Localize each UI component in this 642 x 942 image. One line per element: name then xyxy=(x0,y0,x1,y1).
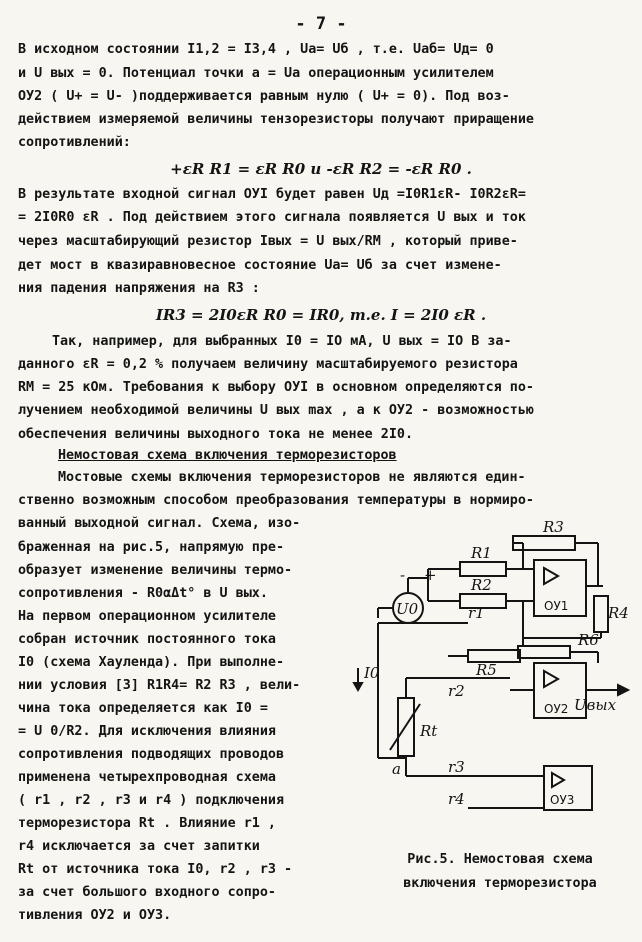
text-line: Rt от источника тока I0, r2 , r3 - xyxy=(18,862,293,877)
label-opamp3: ОУ3 xyxy=(550,793,575,807)
text-line: = 2I0R0 εR . Под действием этого сигнала появляется U вых и ток xyxy=(18,210,526,225)
text-line: чина тока определяется как I0 = xyxy=(18,701,268,716)
text-line: ния падения напряжения на R3 : xyxy=(18,281,260,296)
text-line: Так, например, для выбранных I0 = IO мА, U вых = IO В за- xyxy=(52,334,512,349)
text-line: сопротивления подводящих проводов xyxy=(18,747,285,762)
label-source: U0 xyxy=(396,600,419,618)
label-r2: R2 xyxy=(471,576,492,594)
label-r6: R6 xyxy=(578,631,599,649)
text-line: На первом операционном усилителе xyxy=(18,609,276,624)
figure-caption-line2: включения терморезистора xyxy=(403,876,597,891)
label-opamp2: ОУ2 xyxy=(544,702,569,716)
label-r3: R3 xyxy=(543,518,564,536)
label-wire-r2: r2 xyxy=(448,682,465,700)
label-uout: Uвых xyxy=(574,696,617,714)
text-line: ( r1 , r2 , r3 и r4 ) подключения xyxy=(18,793,285,808)
text-line: Мостовые схемы включения терморезисторов не являются един- xyxy=(58,470,526,485)
text-line: тивления ОУ2 и ОУЗ. xyxy=(18,908,172,923)
text-line: дет мост в квазиравновесное состояние Ua= Uб за счет измене- xyxy=(18,258,502,273)
equation: +εR R1 = εR R0 и -εR R2 = -εR R0 . xyxy=(170,160,472,178)
label-r4: R4 xyxy=(608,604,629,622)
label-r1: R1 xyxy=(471,544,492,562)
text-line: и U вых = 0. Потенциал точки a = Ua операционным усилителем xyxy=(18,66,494,81)
label-node-a: a xyxy=(392,760,401,778)
text-line: терморезистора Rt . Влияние r1 , xyxy=(18,816,276,831)
text-line: лучением необходимой величины U вых max , а к ОУ2 - возможностью xyxy=(18,403,534,418)
text-line: за счет большого входного сопро- xyxy=(18,885,276,900)
resistor-r4 xyxy=(594,596,608,632)
page-number: - 7 - xyxy=(295,14,347,34)
circuit-svg xyxy=(348,518,630,818)
section-heading: Немостовая схема включения терморезисторов xyxy=(58,448,397,463)
equation: IR3 = 2I0εR R0 = IR0, т.е. I = 2I0 εR . xyxy=(155,306,487,324)
text-line: сопротивлений: xyxy=(18,135,131,150)
label-wire-r3: r3 xyxy=(448,758,465,776)
text-line: I0 (схема Хауленда). При выполне- xyxy=(18,655,285,670)
circuit-diagram xyxy=(348,518,630,818)
label-wire-r1: r1 xyxy=(468,604,485,622)
text-line: через масштабирующий резистор Iвых = U вых/RM , который приве- xyxy=(18,234,518,249)
text-line: нии условия [3] R1R4= R2 R3 , вели- xyxy=(18,678,301,693)
text-line: В исходном состоянии I1,2 = I3,4 , Ua= Uб , т.е. Uaб= Uд= 0 xyxy=(18,42,494,57)
text-line: обеспечения величины выходного тока не менее 2I0. xyxy=(18,427,414,442)
text-line: браженная на рис.5, напрямую пре- xyxy=(18,540,285,555)
text-line: В результате входной сигнал ОУI будет равен Uд =I0R1εR- I0R2εR= xyxy=(18,187,526,202)
text-line: данного εR = 0,2 % получаем величину масштабируемого резистора xyxy=(18,357,518,372)
label-current: I0 xyxy=(364,664,380,682)
text-line: сопротивления - R0αΔt° в U вых. xyxy=(18,586,268,601)
text-line: RM = 25 кОм. Требования к выбору ОУI в основном определяются по- xyxy=(18,380,534,395)
text-line: ственно возможным способом преобразования температуры в нормиро- xyxy=(18,493,534,508)
label-r5: R5 xyxy=(476,661,497,679)
figure-caption-line1: Рис.5. Немостовая схема xyxy=(407,852,593,867)
text-line: действием измеряемой величины тензорезисторы получают приращение xyxy=(18,112,534,127)
label-plus: + xyxy=(424,566,437,584)
text-line: применена четырехпроводная схема xyxy=(18,770,276,785)
text-line: ванный выходной сигнал. Схема, изо- xyxy=(18,516,301,531)
label-rt: Rt xyxy=(420,722,438,740)
text-line: собран источник постоянного тока xyxy=(18,632,276,647)
resistor-r1 xyxy=(460,562,506,576)
label-minus: - xyxy=(400,566,406,584)
text-line: r4 исключается за счет запитки xyxy=(18,839,260,854)
text-line: ОУ2 ( U+ = U- )поддерживается равным нулю ( U+ = 0). Под воз- xyxy=(18,89,510,104)
label-opamp1: ОУ1 xyxy=(544,599,569,613)
text-line: = U 0/R2. Для исключения влияния xyxy=(18,724,276,739)
resistor-r6 xyxy=(518,646,570,658)
label-wire-r4: r4 xyxy=(448,790,465,808)
text-line: образует изменение величины термо- xyxy=(18,563,293,578)
